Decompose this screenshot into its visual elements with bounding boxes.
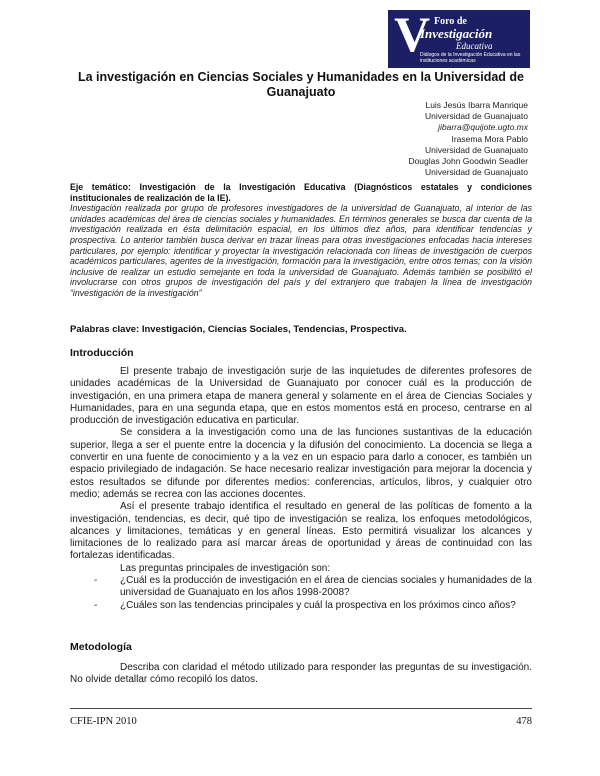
paragraph: Se considera a la investigación como una de las funciones sustantivas de la educación superior, llega a ser el puente entre la docencia y la difusión del conocimiento. La docencia se llega a convertir en una fuente de conocimiento y a la vez en un espacio para darlo a conocer, es también un espacio privilegiado de indagación. Se hace necesario realizar investigación para mejorar la docencia y estos resultados se difunde por diferentes medios: conferencias, artículos, libros, y cualquier otro medio; además se recrea con las acciones docentes. (70, 427, 532, 500)
author-name: Luis Jesús Ibarra Manrique (425, 100, 528, 110)
paragraph: Las preguntas principales de investigación son: (120, 562, 331, 574)
author-affiliation: Universidad de Guanajuato (424, 144, 528, 155)
question-text: ¿Cuál es la producción de investigación en el área de ciencias sociales y humanidades de la universidad de Guanajuato en los años 1998-2008? (120, 575, 532, 599)
section-heading-metodologia: Metodología (70, 641, 132, 653)
list-item (70, 575, 532, 600)
footer-rule (70, 708, 532, 709)
author-name: Irasema Mora Pablo (451, 133, 528, 144)
forum-logo (388, 10, 530, 68)
paragraph: Así el presente trabajo identifica el resultado en general de las políticas de fomento a la investigación, tendencias, es decir, qué tipo de investigación se realiza, los enfoques metodológicos, alcances y limitaciones, temáticas y en general líneas. Esto permitirá visualizar los alcances y limitaciones de lo realizado para así marcar áreas de oportunidad y áreas de continuidad con las fortalezas identificadas. (70, 501, 532, 562)
paragraph: El presente trabajo de investigación surje de las inquietudes de diferentes profesores de unidades académicas de la Universidad de Guanajuato por conocer cuál es la producción de investigación, en una primera etapa de manera general y solamente en el área de Ciencias Sociales y Humanidades, para en una segunda etapa, que en estos momentos está en proceso, centrarse en al producción de investigación educativa en particular. (70, 366, 532, 427)
metodologia-body (70, 662, 532, 687)
logo-letter: V (394, 10, 431, 62)
dash-bullet: - (94, 575, 98, 587)
logo-tagline: Diálogos de la Investigación Educativa en las instituciones académicas (420, 52, 521, 64)
abstract-section (70, 182, 532, 299)
dash-bullet: - (94, 599, 98, 611)
footer-conference: CFIE-IPN 2010 (70, 716, 137, 727)
question-text: ¿Cuáles son las tendencias principales y cuál la prospectiva en los próximos cinco años? (120, 599, 516, 611)
logo-line-2: Investigación (420, 26, 493, 41)
page-number: 478 (516, 716, 532, 727)
paragraph: Describa con claridad el método utilizado para responder las preguntas de su investigación. No olvide detallar cómo recopiló los datos. (70, 662, 532, 686)
list-item (70, 600, 532, 612)
paper-title: La investigación en Ciencias Sociales y Humanidades en la Universidad de Guanajuato (78, 70, 524, 99)
question-list (70, 575, 532, 612)
author-affiliation: Universidad de Guanajuato (424, 111, 528, 122)
introduccion-body (70, 366, 532, 612)
logo-line-3: Educativa (456, 41, 493, 51)
section-heading-introduccion: Introducción (70, 347, 134, 359)
author-name: Douglas John Goodwin Seadler (408, 156, 528, 167)
keywords: Palabras clave: Investigación, Ciencias Sociales, Tendencias, Prospectiva. (70, 324, 407, 335)
thematic-axis: Eje temático: Investigación de la Investigación Educativa (Diagnósticos estatales y condiciones institucionales de realización de la IE). (70, 182, 532, 203)
abstract-text: Investigación realizada por grupo de profesores investigadores de la universidad de Guanajuato, al interior de las unidades académicas del área de ciencias sociales y humanidades. En términos generales se busca dar cuenta de la investigación realizada en ésta delimitación espacial, en los últimos diez años, para identificar tendencias y prospectiva. Lo anterior también busca derivar en trazar líneas para otras investigaciones enfocadas hacia intereses particulares, por ejemplo: identificar y proyectar la investigación relacionada con líneas de investigación de cuerpos académicos particulares, agentes de la investigación, formación para la investigación, entre otros temas; con la visión inclusive de realizar un estudio semejante en toda la universidad de Guanajuato. Además también se posibilitó el involucrarse con otros grupos de investigación del país y del extranjero que trabajen la línea de investigación “investigación de la investigación” (70, 203, 532, 298)
author-email: jibarra@quijote.ugto.mx (438, 122, 528, 133)
author-block (408, 100, 528, 178)
author-affiliation: Universidad de Guanajuato (424, 167, 528, 178)
logo-line-1: Foro de (434, 16, 467, 27)
